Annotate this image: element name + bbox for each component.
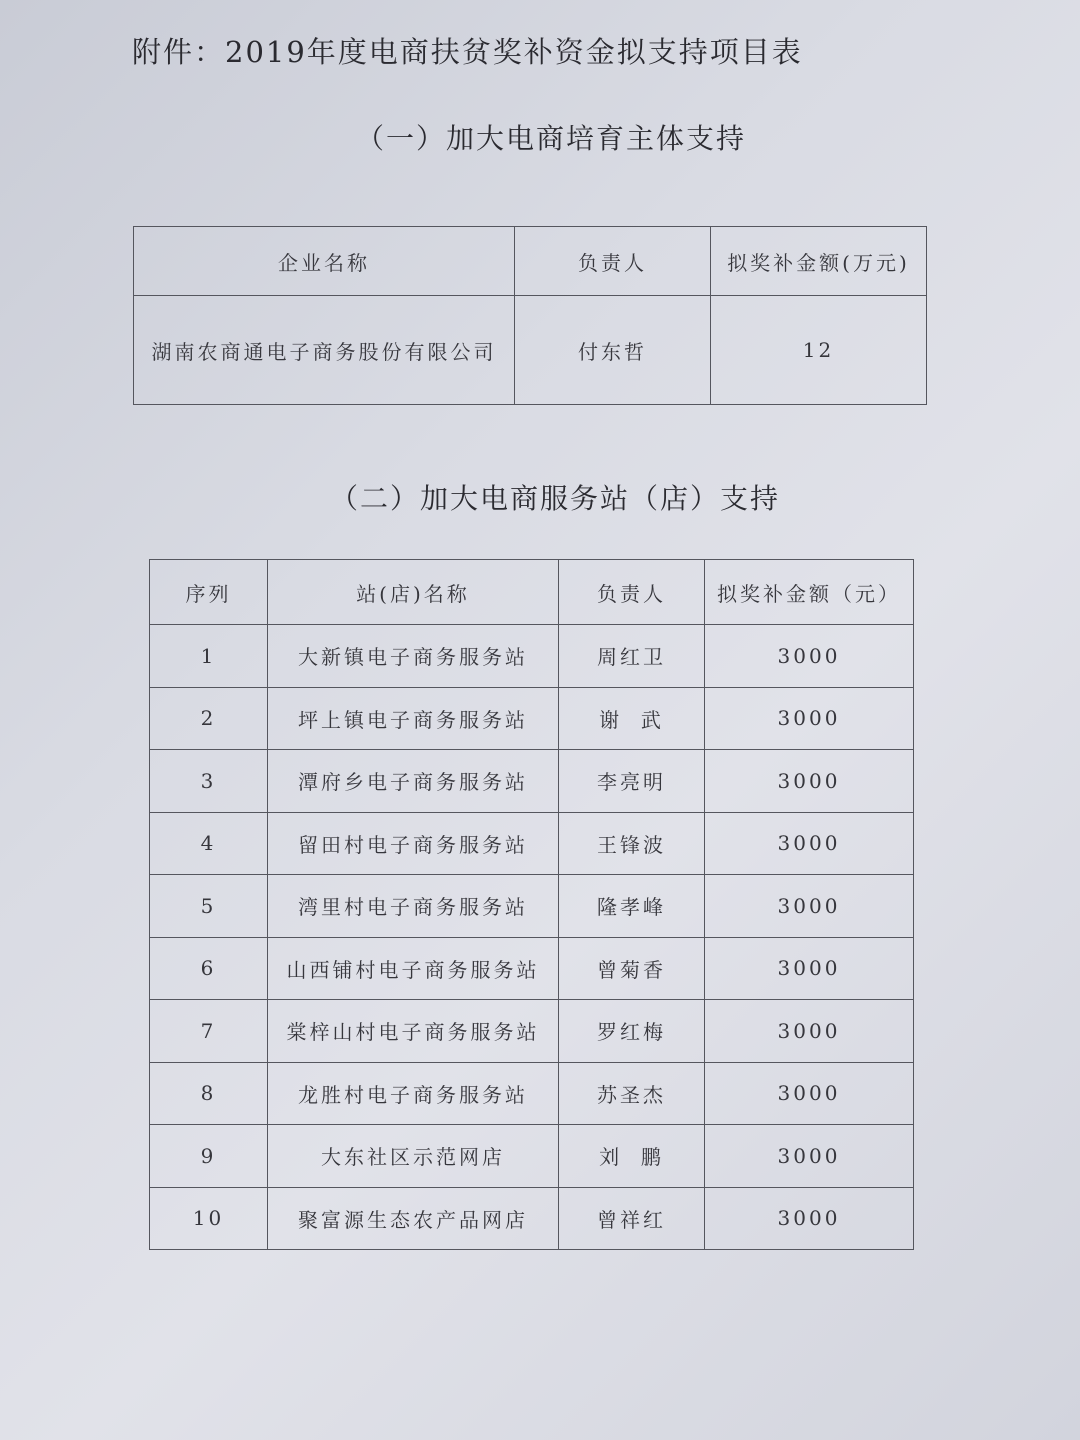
person-in-charge: 谢 武 <box>559 687 705 750</box>
enterprise-name: 湖南农商通电子商务股份有限公司 <box>134 296 515 405</box>
station-name: 大新镇电子商务服务站 <box>268 625 559 688</box>
station-name: 湾里村电子商务服务站 <box>268 875 559 938</box>
station-name: 大东社区示范网店 <box>268 1125 559 1188</box>
service-station-table <box>149 559 914 1250</box>
subsidy-amount: 3000 <box>705 812 914 875</box>
station-name: 聚富源生态农产品网店 <box>268 1187 559 1250</box>
header-subsidy-amount: 拟奖补金额(万元) <box>711 227 927 296</box>
table-header-row <box>150 560 914 625</box>
subsidy-amount: 3000 <box>705 937 914 1000</box>
table-row <box>150 1125 914 1188</box>
serial-number: 10 <box>150 1187 268 1250</box>
station-name: 山西铺村电子商务服务站 <box>268 937 559 1000</box>
serial-number: 2 <box>150 687 268 750</box>
table-row <box>150 937 914 1000</box>
subsidy-amount: 3000 <box>705 750 914 813</box>
table-row <box>150 687 914 750</box>
station-name: 留田村电子商务服务站 <box>268 812 559 875</box>
table-row <box>150 625 914 688</box>
section1-heading: （一）加大电商培育主体支持 <box>356 122 747 155</box>
serial-number: 1 <box>150 625 268 688</box>
person-in-charge: 李亮明 <box>559 750 705 813</box>
person-in-charge: 付东哲 <box>515 296 711 405</box>
header-station-name: 站(店)名称 <box>268 560 559 625</box>
serial-number: 5 <box>150 875 268 938</box>
serial-number: 8 <box>150 1062 268 1125</box>
subsidy-amount: 3000 <box>705 1062 914 1125</box>
table-header-row <box>134 227 927 296</box>
table-row <box>150 1000 914 1063</box>
table-row <box>150 812 914 875</box>
person-in-charge: 苏圣杰 <box>559 1062 705 1125</box>
header-person-in-charge: 负责人 <box>515 227 711 296</box>
station-name: 龙胜村电子商务服务站 <box>268 1062 559 1125</box>
section2-heading: （二）加大电商服务站（店）支持 <box>330 482 781 515</box>
table-row <box>150 750 914 813</box>
header-subsidy-amount: 拟奖补金额（元） <box>705 560 914 625</box>
serial-number: 7 <box>150 1000 268 1063</box>
table-row <box>150 1062 914 1125</box>
person-in-charge: 王锋波 <box>559 812 705 875</box>
subsidy-amount: 3000 <box>705 625 914 688</box>
subsidy-amount: 12 <box>711 296 927 405</box>
person-in-charge: 隆孝峰 <box>559 875 705 938</box>
subsidy-amount: 3000 <box>705 1000 914 1063</box>
station-name: 棠梓山村电子商务服务站 <box>268 1000 559 1063</box>
table-row <box>134 296 927 405</box>
serial-number: 9 <box>150 1125 268 1188</box>
subsidy-amount: 3000 <box>705 1187 914 1250</box>
table-row <box>150 1187 914 1250</box>
subsidy-amount: 3000 <box>705 875 914 938</box>
enterprise-support-table <box>133 226 927 405</box>
document-title: 附件：2019年度电商扶贫奖补资金拟支持项目表 <box>132 35 803 69</box>
table-row <box>150 875 914 938</box>
person-in-charge: 曾菊香 <box>559 937 705 1000</box>
serial-number: 6 <box>150 937 268 1000</box>
station-name: 潭府乡电子商务服务站 <box>268 750 559 813</box>
serial-number: 4 <box>150 812 268 875</box>
person-in-charge: 曾祥红 <box>559 1187 705 1250</box>
person-in-charge: 罗红梅 <box>559 1000 705 1063</box>
subsidy-amount: 3000 <box>705 687 914 750</box>
header-person-in-charge: 负责人 <box>559 560 705 625</box>
person-in-charge: 周红卫 <box>559 625 705 688</box>
person-in-charge: 刘 鹏 <box>559 1125 705 1188</box>
header-enterprise-name: 企业名称 <box>134 227 515 296</box>
serial-number: 3 <box>150 750 268 813</box>
station-name: 坪上镇电子商务服务站 <box>268 687 559 750</box>
header-serial-number: 序列 <box>150 560 268 625</box>
subsidy-amount: 3000 <box>705 1125 914 1188</box>
